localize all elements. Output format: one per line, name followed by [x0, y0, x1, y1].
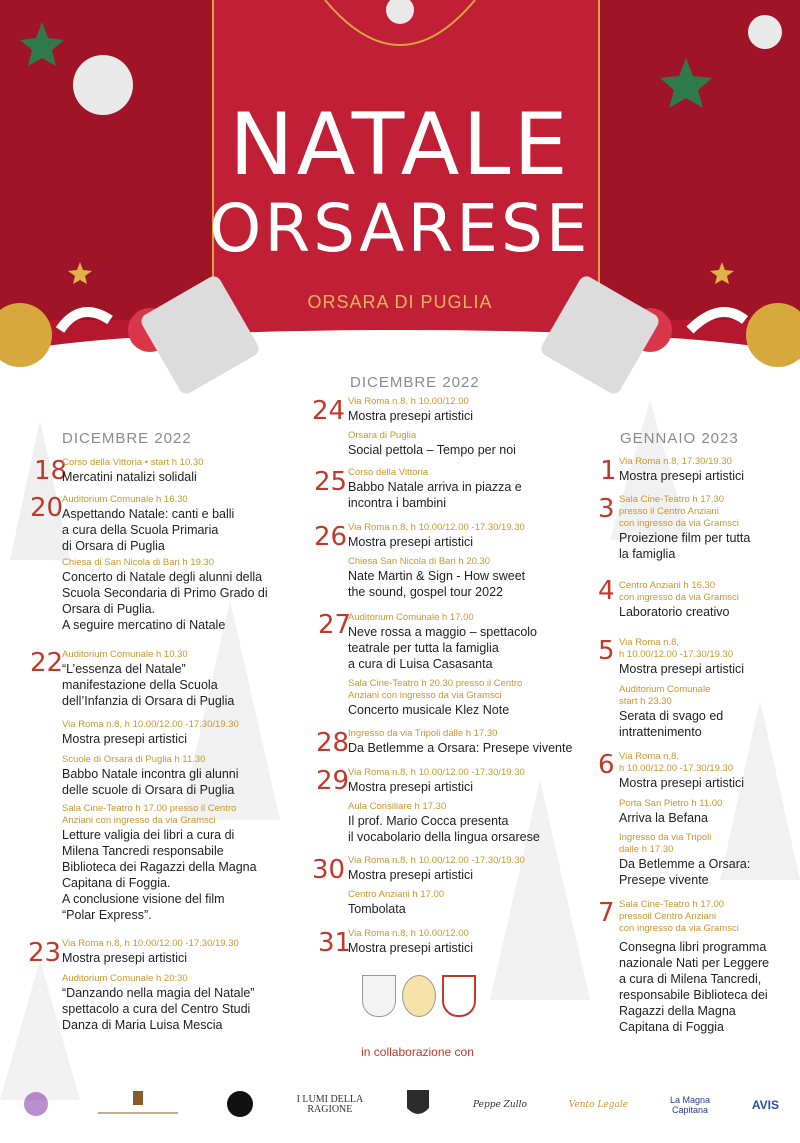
event-info: Auditorium Comunale h 20:30 [62, 973, 188, 984]
event-info: Via Roma n.8, h 10.00/12.00 -17.30/19.30 [348, 522, 525, 533]
event-info: Via Roma n.8, h 10.00/12.00 -17.30/19.30 [619, 751, 734, 774]
event-entry [62, 557, 302, 633]
event-info: Chiesa San Nicola di Bari h 20.30 [348, 556, 491, 567]
event-entry [348, 801, 578, 845]
event-entry [619, 637, 794, 677]
event-text: Concerto di Natale degli alunni della Scuola Secondaria di Primo Grado di Orsara di Puglia. A seguire mercatino di Natale [62, 570, 268, 632]
day-number: 30 [312, 855, 346, 885]
event-text: Tombolata [348, 902, 406, 916]
event-entry [619, 751, 794, 791]
event-info: Aula Consiliare h 17.30 [348, 801, 447, 812]
day-number: 28 [316, 728, 350, 758]
event-entry [62, 803, 302, 923]
event-text: Laboratorio creativo [619, 605, 730, 619]
event-text: Consegna libri programma nazionale Nati per Leggere a cura di Milena Tancredi, responsabile Biblioteca dei Ragazzi della Magna Capitana di Foggia [619, 940, 770, 1034]
event-text: Mostra presepi artistici [619, 662, 745, 676]
tree-icon [10, 420, 70, 560]
star-icon [20, 22, 64, 66]
event-text: Neve rossa a maggio – spettacolo teatrale per tutta la famiglia a cura di Luisa Casasanta [348, 625, 537, 671]
event-text: Mostra presepi artistici [62, 951, 188, 965]
day-number: 31 [318, 928, 352, 958]
event-text: Mostra presepi artistici [348, 409, 474, 423]
province-crest-icon [402, 975, 436, 1017]
day-number: 24 [312, 396, 346, 426]
event-text: Mostra presepi artistici [348, 780, 474, 794]
event-entry [62, 649, 302, 709]
event-entry [62, 938, 302, 966]
event-info: Ingresso da via Tripoli dalle h 17.30 [348, 728, 498, 739]
event-text: Da Betlemme a Orsara: Presepe vivente [348, 741, 573, 755]
region-crest-icon [442, 975, 476, 1017]
event-text: Mostra presepi artistici [348, 941, 474, 955]
ornament-ball-icon [386, 0, 414, 24]
event-text: Il prof. Mario Cocca presenta il vocabolario della lingua orsarese [348, 814, 540, 844]
event-entry [348, 556, 578, 600]
event-entry [348, 612, 578, 672]
event-info: Corso della Vittoria • start h 10.30 [62, 457, 204, 468]
event-info: Orsara di Puglia [348, 430, 417, 441]
event-entry [348, 430, 578, 458]
sponsor-logo-1 [21, 1089, 51, 1121]
event-entry [62, 754, 302, 798]
event-info: Porta San Pietro h 11.00 [619, 798, 723, 809]
event-info: Sala Cine-Teatro h 17.30 presso il Centro Anziani con ingresso da via Gramsci [619, 494, 739, 529]
event-entry [348, 396, 578, 424]
event-entry [62, 494, 302, 554]
event-entry [348, 522, 578, 550]
event-info: Via Roma n.8, h 10.00/12.00 -17.30/19.30 [348, 767, 525, 778]
event-text: Serata di svago ed intrattenimento [619, 709, 724, 739]
candy-cane-icon [60, 312, 110, 330]
event-entry [619, 899, 799, 1035]
day-number: 20 [30, 493, 64, 523]
day-number: 23 [28, 938, 62, 968]
event-text: Babbo Natale incontra gli alunni delle scuole di Orsara di Puglia [62, 767, 239, 797]
event-info: Auditorium Comunale start h 23.30 [619, 684, 711, 707]
event-entry [348, 889, 578, 917]
event-text: “L’essenza del Natale” manifestazione della Scuola dell’Infanzia di Orsara di Puglia [62, 662, 235, 708]
event-info: Auditorium Comunale h 17.00 [348, 612, 474, 623]
event-text: Arriva la Befana [619, 811, 708, 825]
event-info: Centro Anziani h 16.30 con ingresso da via Gramsci [619, 580, 739, 603]
day-number: 6 [598, 750, 615, 780]
municipal-crest-icon [362, 975, 396, 1017]
event-text: Da Betlemme a Orsara: Presepe vivente [619, 857, 751, 887]
event-info: Via Roma n.8, h 10.00/12.00 [348, 928, 469, 939]
day-number: 1 [600, 456, 617, 486]
event-info: Via Roma n.8, h 10.00/12.00 [348, 396, 469, 407]
event-text: Babbo Natale arriva in piazza e incontra i bambini [348, 480, 522, 510]
event-text: Social pettola – Tempo per noi [348, 443, 516, 457]
event-text: Mostra presepi artistici [619, 469, 745, 483]
title-line1: NATALE [229, 95, 571, 195]
event-info: Via Roma n.8, h 10.00/12.00 -17.30/19.30 [62, 719, 239, 730]
day-number: 18 [34, 456, 68, 486]
event-text: Aspettando Natale: canti e balli a cura della Scuola Primaria di Orsara di Puglia [62, 507, 235, 553]
event-entry [348, 678, 578, 718]
middle-month-heading: DICEMBRE 2022 [350, 374, 480, 391]
event-info: Auditorium Comunale h 10.30 [62, 649, 188, 660]
event-entry [348, 855, 578, 883]
event-info: Via Roma n.8, h 10.00/12.00 -17.30/19.30 [348, 855, 525, 866]
event-entry [619, 580, 794, 620]
sponsor-logo-vento: Vento Legale [568, 1100, 629, 1110]
event-entry [619, 456, 794, 484]
candy-cane-icon [690, 312, 745, 330]
event-text: Proiezione film per tutta la famiglia [619, 531, 751, 561]
event-info: Sala Cine-Teatro h 17.00 pressoil Centro Anziani con ingresso da via Gramsci [619, 899, 739, 934]
sponsor-logo-5 [405, 1088, 431, 1122]
event-text: Mostra presepi artistici [62, 732, 188, 746]
sponsor-logo-2 [93, 1089, 183, 1121]
day-number: 7 [598, 898, 615, 928]
sponsor-logo-lumi: I LUMI DELLA RAGIONE [296, 1094, 364, 1115]
event-entry [619, 798, 794, 826]
event-info: Ingresso da via Tripoli dalle h 17.30 [619, 832, 712, 855]
day-number: 27 [318, 610, 352, 640]
event-info: Scuole di Orsara di Puglia h 11.30 [62, 754, 206, 765]
event-entry [348, 467, 578, 511]
sponsor-logo-3 [225, 1089, 255, 1121]
day-number: 29 [316, 766, 350, 796]
left-month-heading: DICEMBRE 2022 [62, 430, 192, 447]
event-entry [619, 684, 794, 740]
event-info: Chiesa di San Nicola di Bari h 19.30 [62, 557, 215, 568]
day-number: 3 [598, 494, 615, 524]
event-entry [348, 767, 578, 795]
event-text: Mostra presepi artistici [348, 868, 474, 882]
subtitle: ORSARA DI PUGLIA [307, 292, 493, 312]
event-entry [62, 457, 302, 485]
event-info: Sala Cine-Teatro h 17.00 presso il Centro Anziani con ingresso da via Gramsci [62, 803, 237, 826]
day-number: 22 [30, 648, 64, 678]
day-number: 25 [314, 467, 348, 497]
sponsor-logo-avis: AVIS [751, 1098, 779, 1112]
sponsor-logos [0, 1085, 800, 1125]
day-number: 5 [598, 636, 615, 666]
event-entry [619, 832, 794, 888]
event-entry [62, 973, 302, 1033]
event-entry [619, 494, 794, 562]
event-entry [348, 928, 578, 956]
event-text: “Danzando nella magia del Natale” spettacolo a cura del Centro Studi Danza di Maria Luisa Mescia [62, 986, 255, 1032]
event-info: Via Roma n.8, 17.30/19.30 [619, 456, 732, 467]
collaboration-label: in collaborazione con [361, 1045, 474, 1059]
event-info: Auditorium Comunale h 16.30 [62, 494, 188, 505]
right-month-heading: GENNAIO 2023 [620, 430, 739, 447]
event-info: Centro Anziani h 17.00 [348, 889, 445, 900]
event-info: Via Roma n.8, h 10.00/12.00 -17.30/19.30 [62, 938, 239, 949]
day-number: 4 [598, 576, 615, 606]
sponsor-logo-magna: La Magna Capitana [669, 1095, 710, 1115]
event-text: Mercatini natalizi solidali [62, 470, 197, 484]
event-text: Mostra presepi artistici [619, 776, 745, 790]
event-info: Sala Cine-Teatro h 20.30 presso il Centro Anziani con ingresso da via Gramsci [348, 678, 523, 701]
sponsor-logo-zullo: Peppe Zullo [472, 1100, 527, 1110]
event-info: Corso della Vittoria [348, 467, 429, 478]
event-text: Concerto musicale Klez Note [348, 703, 510, 717]
ornament-ball-icon [748, 15, 782, 49]
event-text: Mostra presepi artistici [348, 535, 474, 549]
event-info: Via Roma n.8, h 10.00/12.00 -17.30/19.30 [619, 637, 734, 660]
event-entry [348, 728, 578, 756]
day-number: 26 [314, 522, 348, 552]
event-text: Letture valigia dei libri a cura di Milena Tancredi responsabile Biblioteca dei Ragazzi della Magna Capitana di Foggia. A conclusione visione del film “Polar Express”. [62, 828, 257, 922]
title-line2: ORSARESE [209, 190, 591, 267]
event-text: Nate Martin & Sign - How sweet the sound, gospel tour 2022 [348, 569, 526, 599]
event-entry [62, 719, 302, 747]
